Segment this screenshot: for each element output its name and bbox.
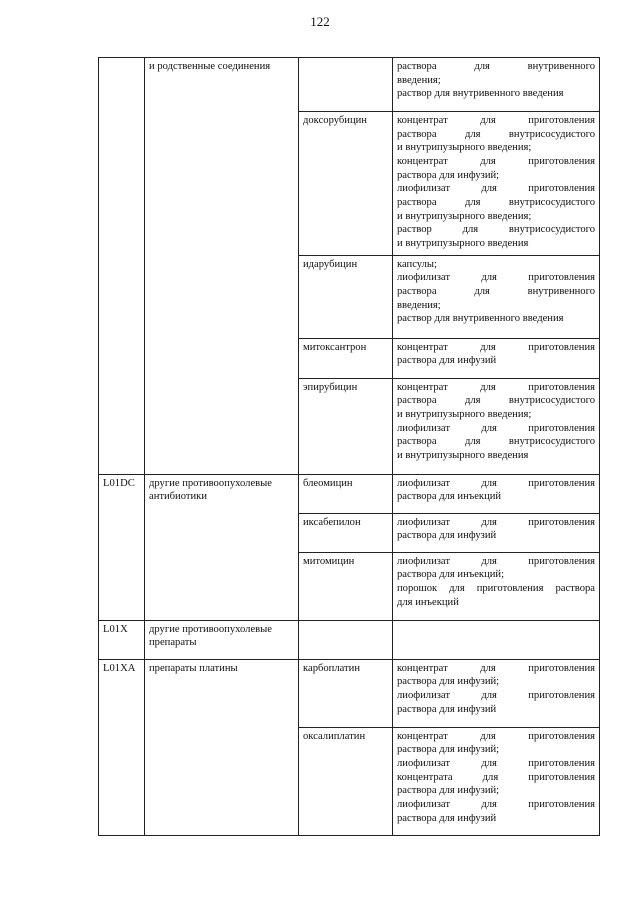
table-row (99, 474, 600, 513)
dosage-form-line: лиофилизат для приготовления (397, 272, 595, 284)
dosage-form-line: раствора для внутривенного (397, 61, 595, 72)
drug-name-cell: оксалиплатин (299, 727, 393, 835)
table-row (99, 659, 600, 727)
dosage-form-line: раствор для внутрисосудистого (397, 224, 595, 236)
dosage-form-line: введения; (397, 299, 441, 311)
dosage-forms-cell (393, 552, 600, 620)
dosage-form-line: раствора для внутрисосудистого (397, 395, 595, 407)
drug-name-cell: доксорубицин (299, 112, 393, 256)
dosage-form-line: раствор для внутривенного введения (397, 88, 564, 100)
dosage-form-line: раствора для инфузий; (397, 785, 500, 797)
drug-name-cell: идарубицин (299, 255, 393, 338)
page-number: 122 (310, 14, 330, 29)
group-name-cell: другие противоопухолевые антибиотики (145, 474, 299, 620)
drug-name-cell: эпирубицин (299, 378, 393, 474)
dosage-forms-cell (393, 338, 600, 378)
table-row (99, 58, 600, 112)
dosage-form-line: раствора для инфузий; (397, 744, 500, 756)
dosage-form-line: раствора для инфузий (397, 355, 497, 367)
dosage-form-line: лиофилизат для приготовления (397, 555, 595, 567)
group-name-cell: другие противоопухолевые препараты (145, 620, 299, 659)
dosage-forms-cell (393, 112, 600, 256)
dosage-form-line: концентрат для приготовления (397, 662, 595, 674)
dosage-form-line: концентрат для приготовления (397, 381, 595, 393)
dosage-form-line: порошок для приготовления раствора (397, 582, 595, 594)
dosage-form-line: введения; (397, 74, 441, 86)
dosage-forms-cell (393, 58, 600, 112)
dosage-form-line: лиофилизат для приготовления (397, 516, 595, 528)
dosage-form-line: концентрат для приготовления (397, 341, 595, 353)
dosage-form-line: и внутрипузырного введения (397, 237, 529, 249)
dosage-form-line: раствора для инъекций; (397, 569, 505, 581)
dosage-form-line: лиофилизат для приготовления (397, 422, 595, 434)
dosage-forms-cell (393, 620, 600, 659)
dosage-form-line: лиофилизат для приготовления (397, 477, 595, 489)
dosage-form-line: раствора для инфузий (397, 703, 497, 715)
group-name-cell: препараты платины (145, 659, 299, 835)
dosage-form-line: и внутрипузырного введения; (397, 408, 532, 420)
dosage-form-line: раствора для внутривенного (397, 285, 595, 297)
dosage-form-line: раствора для инъекций (397, 491, 502, 503)
drug-name-cell: блеомицин (299, 474, 393, 513)
dosage-form-line: лиофилизат для приготовления (397, 183, 595, 195)
drug-table (98, 57, 600, 836)
dosage-form-line: раствора для инфузий (397, 812, 497, 824)
dosage-form-line: раствора для внутрисосудистого (397, 196, 595, 208)
dosage-form-line: концентрат для приготовления (397, 730, 595, 742)
group-name-cell: и родственные соединения (145, 58, 299, 475)
dosage-form-line: лиофилизат для приготовления (397, 798, 595, 810)
dosage-forms-cell (393, 727, 600, 835)
atc-code-cell: L01DC (99, 474, 145, 620)
dosage-form-line: для инъекций (397, 596, 459, 608)
dosage-form-line: раствора для инфузий (397, 530, 497, 542)
dosage-form-line: лиофилизат для приготовления (397, 757, 595, 769)
dosage-form-line: концентрата для приготовления (397, 771, 595, 783)
dosage-form-line: концентрат для приготовления (397, 115, 595, 126)
dosage-form-line: и внутрипузырного введения; (397, 210, 532, 222)
drug-name-cell: карбоплатин (299, 659, 393, 727)
dosage-form-line: раствор для внутривенного введения (397, 313, 564, 325)
dosage-form-line: и внутрипузырного введения (397, 449, 529, 461)
atc-code-cell: L01XA (99, 659, 145, 835)
drug-name-cell: митоксантрон (299, 338, 393, 378)
dosage-forms-cell (393, 378, 600, 474)
dosage-form-line: концентрат для приготовления (397, 155, 595, 167)
table-row (99, 620, 600, 659)
drug-name-cell (299, 620, 393, 659)
dosage-forms-cell (393, 474, 600, 513)
dosage-form-line: и внутрипузырного введения; (397, 142, 532, 154)
drug-name-cell: иксабепилон (299, 513, 393, 552)
dosage-forms-cell (393, 513, 600, 552)
dosage-forms-cell (393, 255, 600, 338)
dosage-form-line: капсулы; (397, 258, 437, 270)
atc-code-cell (99, 58, 145, 475)
atc-code-cell: L01X (99, 620, 145, 659)
dosage-form-line: лиофилизат для приготовления (397, 689, 595, 701)
dosage-form-line: раствора для внутрисосудистого (397, 128, 595, 140)
dosage-form-line: раствора для внутрисосудистого (397, 436, 595, 448)
dosage-form-line: раствора для инфузий; (397, 169, 500, 181)
drug-name-cell: митомицин (299, 552, 393, 620)
dosage-form-line: раствора для инфузий; (397, 676, 500, 688)
dosage-forms-cell (393, 659, 600, 727)
drug-name-cell (299, 58, 393, 112)
